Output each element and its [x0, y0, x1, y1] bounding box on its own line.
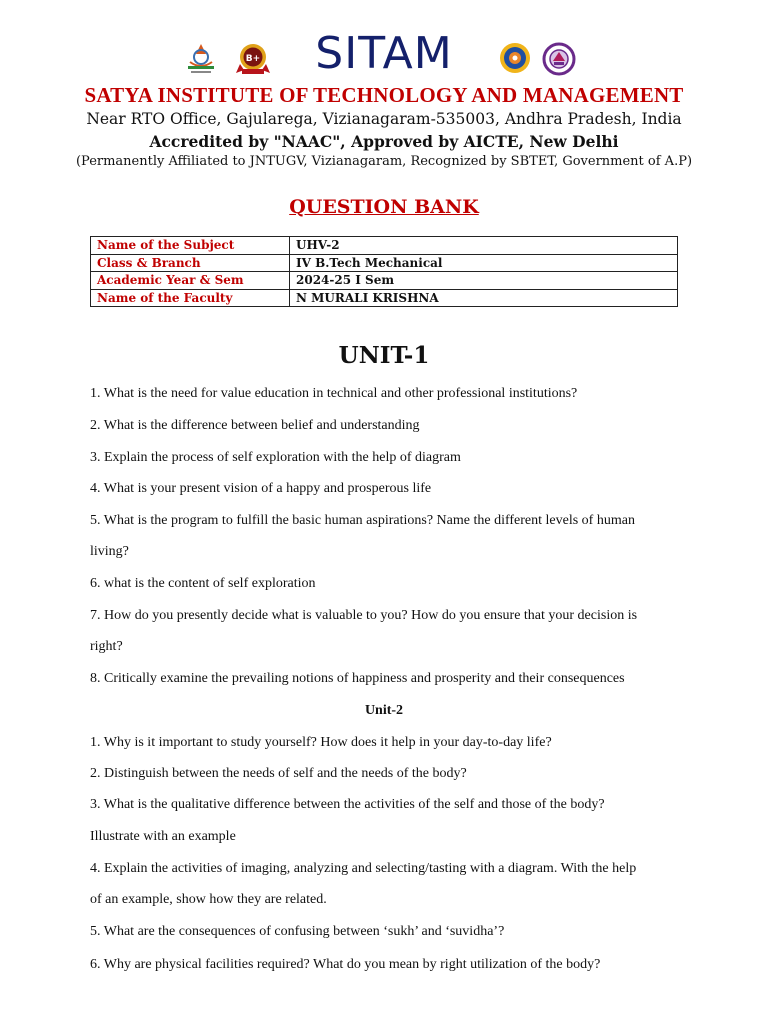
institute-address: Near RTO Office, Gajularega, Vizianagaram-535003, Andhra Pradesh, India: [86, 110, 682, 128]
question-line: 7. How do you presently decide what is valuable to you? How do you ensure that your decision is: [90, 608, 638, 623]
table-row: [91, 289, 678, 307]
question-line: 3. What is the qualitative difference between the activities of the self and those of the body?: [90, 797, 605, 812]
question-line: 1. Why is it important to study yourself? How does it help in your day-to-day life?: [90, 735, 552, 750]
logo-row: [0, 28, 768, 88]
question-line: 8. Critically examine the prevailing notions of happiness and prosperity and their consequences: [90, 671, 625, 686]
document-title-text: QUESTION BANK: [289, 196, 479, 218]
question-line: 4. Explain the activities of imaging, analyzing and selecting/tasting with a diagram. With the help: [90, 861, 637, 876]
question-line: 5. What is the program to fulfill the basic human aspirations? Name the different levels of human: [90, 513, 635, 528]
question-line: 3. Explain the process of self exploration with the help of diagram: [90, 450, 461, 465]
institute-name: SATYA INSTITUTE OF TECHNOLOGY AND MANAGEMENT: [84, 83, 684, 107]
table-row: [91, 272, 678, 290]
accreditation-line: Accredited by "NAAC", Approved by AICTE, New Delhi: [149, 132, 619, 151]
question-line: 6. Why are physical facilities required? What do you mean by right utilization of the body?: [90, 957, 601, 972]
info-label: Academic Year & Sem: [91, 272, 290, 290]
affiliation-line: (Permanently Affiliated to JNTUGV, Vizianagaram, Recognized by SBTET, Government of A.P): [75, 154, 693, 169]
unit-2-heading: Unit-2: [364, 703, 404, 718]
question-line: 4. What is your present vision of a happy and prosperous life: [90, 481, 432, 496]
brand-name: SITAM: [315, 28, 453, 79]
question-line: 2. Distinguish between the needs of self and the needs of the body?: [90, 766, 467, 781]
question-line: 6. what is the content of self exploration: [90, 576, 316, 591]
question-line: of an example, show how they are related.: [90, 892, 327, 907]
document-title: [0, 196, 768, 218]
info-value: 2024-25 I Sem: [290, 272, 678, 290]
question-line: Illustrate with an example: [90, 829, 236, 844]
info-value: UHV-2: [290, 237, 678, 255]
info-label: Class & Branch: [91, 254, 290, 272]
question-line: 1. What is the need for value education in technical and other professional institutions?: [90, 386, 578, 401]
unit-1-heading: UNIT-1: [338, 342, 430, 369]
info-value: IV B.Tech Mechanical: [290, 254, 678, 272]
table-row: [91, 237, 678, 255]
question-line: 5. What are the consequences of confusing between ‘sukh’ and ‘suvidha’?: [90, 924, 505, 939]
question-line: 2. What is the difference between belief and understanding: [90, 418, 420, 433]
sbtet-logo-icon: [542, 42, 576, 76]
jntugv-logo-icon: [499, 42, 531, 74]
info-value: N MURALI KRISHNA: [290, 289, 678, 307]
question-line: right?: [90, 639, 123, 654]
question-line: living?: [90, 544, 129, 559]
course-info-table: [90, 236, 678, 307]
naac-grade-text: B+: [245, 54, 261, 64]
table-row: [91, 254, 678, 272]
info-label: Name of the Faculty: [91, 289, 290, 307]
info-label: Name of the Subject: [91, 237, 290, 255]
page-header: [0, 28, 768, 88]
